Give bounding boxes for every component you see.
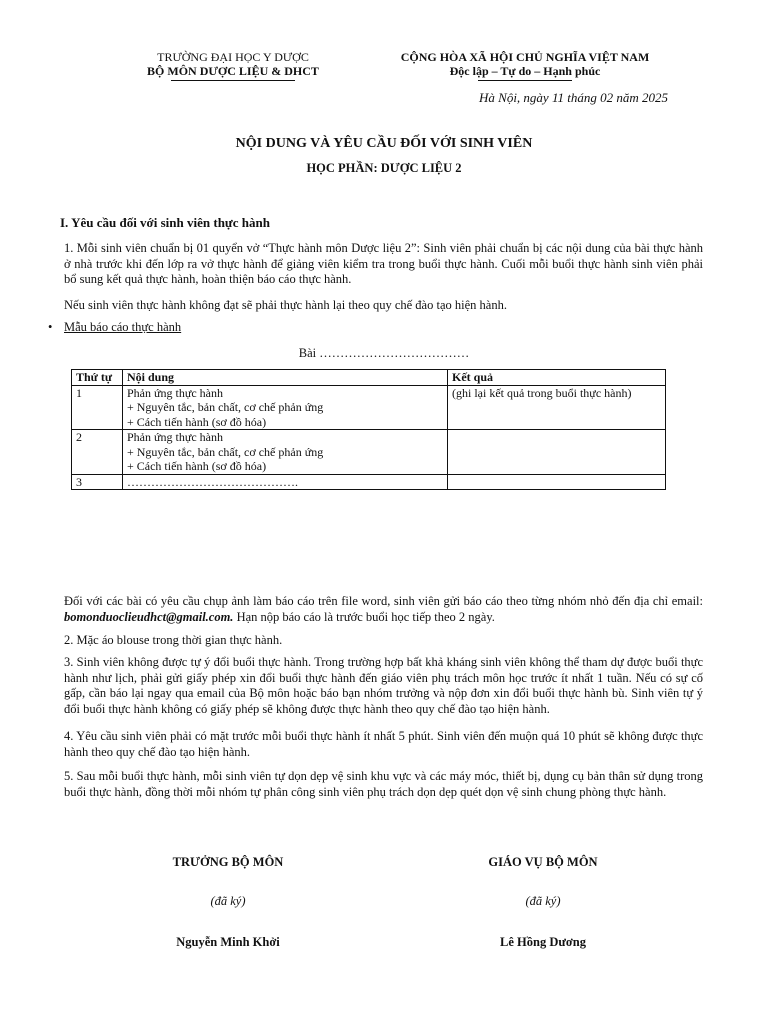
signature-name: Nguyễn Minh Khởi	[176, 935, 280, 949]
signature-note: (đã ký)	[210, 894, 246, 908]
header-order: Thứ tự	[72, 370, 123, 386]
content-line: Phản ứng thực hành	[127, 430, 223, 444]
row-result	[448, 430, 666, 475]
paragraph-retake: Nếu sinh viên thực hành không đạt sẽ phải thực hành lại theo quy chế đào tạo hiện hành.	[64, 298, 507, 312]
signature-right	[423, 855, 663, 950]
paragraph-5: 5. Sau mỗi buổi thực hành, mỗi sinh viên tự dọn dẹp vệ sinh khu vực và các máy móc, thiết bị, dụng cụ bản thân sử dụng trong buổi thực hành, đồng thời mỗi nhóm tự phân công sinh viên phụ trách dọn dẹp quét dọn vệ sinh chung phòng thực hành.	[64, 769, 703, 799]
signature-name: Lê Hồng Dương	[500, 935, 586, 949]
nation-header	[385, 50, 665, 81]
bullet-item	[48, 320, 182, 335]
row-content	[123, 385, 448, 430]
motto: Độc lập – Tự do – Hạnh phúc	[449, 64, 601, 78]
paragraph-email	[64, 594, 703, 625]
row-number: 2	[72, 430, 123, 475]
row-content	[123, 430, 448, 475]
signature-title: TRƯỞNG BỘ MÔN	[172, 855, 284, 869]
report-template-table	[71, 369, 666, 490]
document-subtitle: HỌC PHẦN: DƯỢC LIỆU 2	[306, 161, 462, 175]
table-row	[72, 385, 666, 430]
email-intro: Đối với các bài có yêu cầu chụp ảnh làm báo cáo trên file word, sinh viên gửi báo cáo theo từng nhóm nhỏ đến địa chỉ email:	[64, 594, 703, 608]
email-deadline: Hạn nộp báo cáo là trước buổi học tiếp theo 2 ngày.	[233, 609, 495, 624]
table-header-row	[72, 370, 666, 386]
table-row	[72, 474, 666, 490]
email-address: bomonduoclieudhct@gmail.com.	[64, 609, 234, 624]
signature-title: GIÁO VỤ BỘ MÔN	[488, 855, 598, 869]
nation-name: CỘNG HÒA XÃ HỘI CHỦ NGHĨA VIỆT NAM	[400, 50, 650, 64]
header-content: Nội dung	[123, 370, 448, 386]
paragraph-3: 3. Sinh viên không được tự ý đổi buổi thực hành. Trong trường hợp bất khả kháng sinh viên không thể tham dự được buổi thực hành như lịch, phải gửi giấy phép xin đổi buổi thực hành đến giáo viên phụ trách môn học trước ít nhất 1 tuần. Nếu có sự cố gấp, cần báo lại ngay qua email của Bộ môn hoặc báo bạn nhóm trưởng và nộp đơn xin đổi buổi thực hành bù. Sinh viên tự ý đổi buổi thực hành không có giấy phép sẽ không được thực hành theo quy chế đào tạo hiện hành.	[64, 655, 703, 716]
table-row	[72, 430, 666, 475]
signature-left	[108, 855, 348, 950]
lesson-line: Bài ………………………………	[298, 346, 470, 360]
school-header	[128, 50, 338, 81]
motto-underline	[478, 80, 572, 81]
content-line: + Nguyên tắc, bản chất, cơ chế phản ứng	[127, 444, 324, 459]
content-line: + Cách tiến hành (sơ đồ hóa)	[127, 459, 267, 473]
content-line: Phản ứng thực hành	[127, 385, 223, 400]
row-result	[448, 474, 666, 490]
row-content: …………………………………….	[123, 474, 448, 490]
header-result: Kết quả	[448, 370, 666, 386]
row-number: 1	[72, 385, 123, 430]
bullet-icon: •	[48, 320, 53, 334]
header-underline	[171, 80, 295, 81]
paragraph-4: 4. Yêu cầu sinh viên phải có mặt trước mỗi buổi thực hành ít nhất 5 phút. Sinh viên đến muộn quá 10 phút sẽ không được thực hành theo quy chế đào tạo hiện hành.	[64, 729, 703, 759]
document-date: Hà Nội, ngày 11 tháng 02 năm 2025	[479, 90, 668, 105]
paragraph-2: 2. Mặc áo blouse trong thời gian thực hành.	[64, 633, 283, 647]
section-heading: I. Yêu cầu đối với sinh viên thực hành	[60, 215, 270, 230]
row-result: (ghi lại kết quả trong buổi thực hành)	[448, 385, 666, 430]
content-line: + Nguyên tắc, bản chất, cơ chế phản ứng	[127, 400, 324, 414]
department-name: BỘ MÔN DƯỢC LIỆU & DHCT	[147, 64, 319, 78]
school-name: TRƯỜNG ĐẠI HỌC Y DƯỢC	[157, 50, 309, 64]
document-title: NỘI DUNG VÀ YÊU CẦU ĐỐI VỚI SINH VIÊN	[235, 136, 533, 151]
row-number: 3	[72, 474, 123, 490]
paragraph-1: 1. Mỗi sinh viên chuẩn bị 01 quyển vở “Thực hành môn Dược liệu 2”: Sinh viên phải chuẩn bị các nội dung của bài thực hành ở nhà trước khi đến lớp ra vở thực hành để giảng viên kiểm tra trong buổi thực hành. Cuối mỗi buổi thực hành sinh viên phải bổ sung kết quả thực hành, hoàn thiện báo cáo thực hành.	[64, 241, 703, 286]
content-line: + Cách tiến hành (sơ đồ hóa)	[127, 414, 267, 429]
signature-note: (đã ký)	[525, 894, 561, 908]
bullet-label: Mẫu báo cáo thực hành	[64, 320, 182, 334]
